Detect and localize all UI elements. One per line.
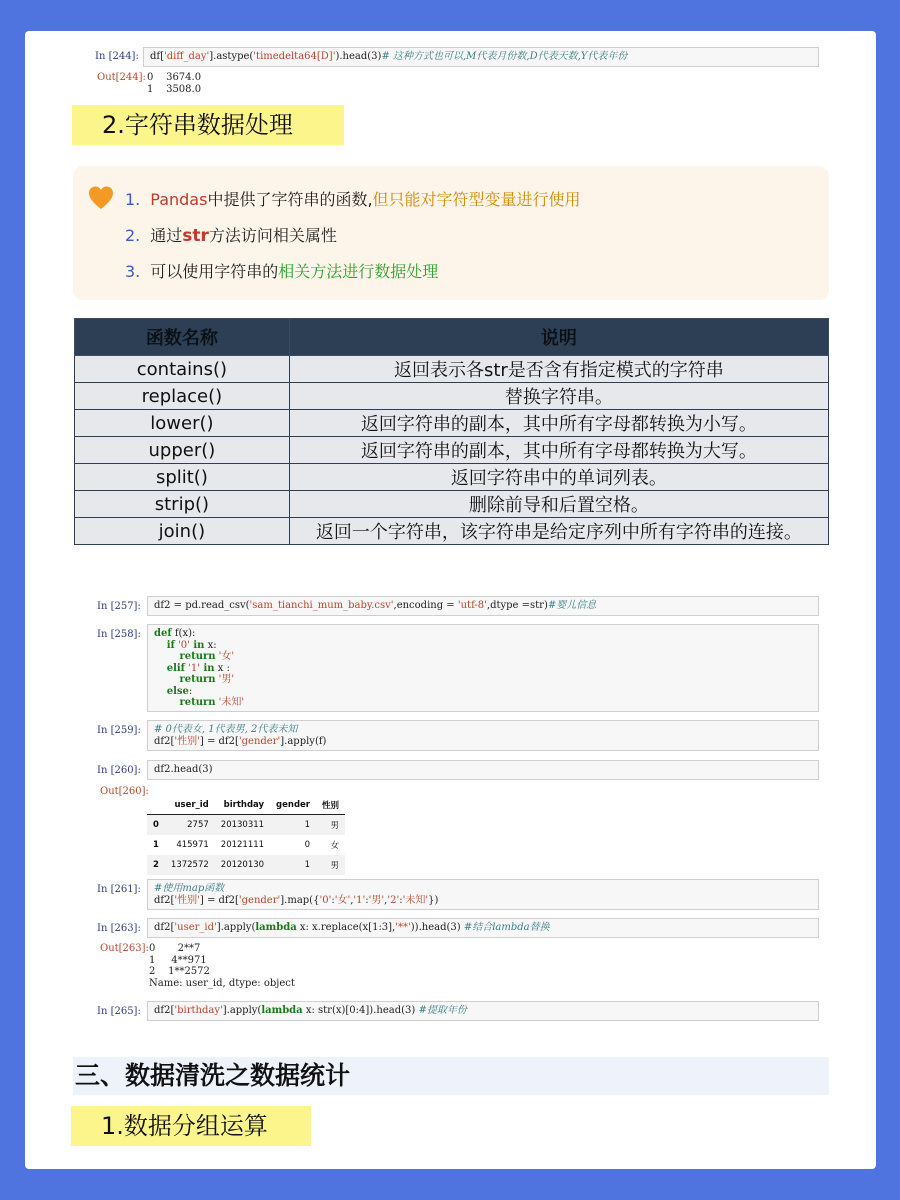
table-row (75, 437, 829, 464)
func-desc: 返回一个字符串，该字符串是给定序列中所有字符串的连接。 (289, 518, 828, 545)
cell-263-code[interactable]: df2['user_id'].apply(lambda x: x.replace(x[1:3],'**')).head(3) #结合lambda替换 (147, 918, 819, 938)
cell-244-in-prompt: In [244]: (95, 51, 139, 62)
string-function-table (74, 318, 829, 545)
df-cell: 2 (147, 855, 165, 875)
func-name: upper() (75, 437, 290, 464)
cell-261-in-prompt: In [261]: (97, 884, 141, 895)
cell-263-output: 0 2**7 1 4**971 2 1**2572 Name: user_id, dtype: object (149, 943, 295, 989)
cell-265-in-prompt: In [265]: (97, 1006, 141, 1017)
article-card (25, 31, 876, 1169)
table-row (147, 815, 345, 836)
df-col-user-id: user_id (165, 796, 215, 815)
cell-257-code[interactable]: df2 = pd.read_csv('sam_tianchi_mum_baby.csv',encoding = 'utf-8',dtype =str)#婴儿信息 (147, 596, 819, 616)
df-col-birthday: birthday (215, 796, 270, 815)
func-name: split() (75, 464, 290, 491)
df-col-gender: gender (270, 796, 316, 815)
section-heading-string-processing: 2.字符串数据处理 (72, 105, 344, 145)
tip-item-3: 3. 可以使用字符串的相关方法进行数据处理 (125, 262, 439, 281)
cell-257-in-prompt: In [257]: (97, 601, 141, 612)
cell-244-code[interactable]: df['diff_day'].astype('timedelta64[D]').head(3)# 这种方式也可以,M代表月份数,D代表天数,Y代表年份 (143, 47, 819, 67)
cell-260-in-prompt: In [260]: (97, 765, 141, 776)
df-cell: 415971 (176, 840, 209, 850)
table-row (75, 518, 829, 545)
df-cell: 20121111 (220, 840, 265, 850)
cell-263-out-prompt: Out[263]: (100, 943, 149, 954)
cell-259-in-prompt: In [259]: (97, 725, 141, 736)
tip-item-1: 1. Pandas中提供了字符串的函数,但只能对字符型变量进行使用 (125, 190, 581, 209)
df-cell: 2757 (165, 815, 215, 836)
func-desc: 返回字符串中的单词列表。 (289, 464, 828, 491)
df-cell: 20120130 (215, 855, 270, 875)
table-row (75, 491, 829, 518)
df-cell: 0 (147, 815, 165, 836)
orange-heart-icon (87, 184, 115, 212)
cell-260-code[interactable]: df2.head(3) (147, 760, 819, 780)
func-name: join() (75, 518, 290, 545)
table-crop-edge (74, 549, 829, 559)
cell-265-code[interactable]: df2['birthday'].apply(lambda x: str(x)[0:4]).head(3) #提取年份 (147, 1001, 819, 1021)
section-heading-group-operations: 1.数据分组运算 (71, 1106, 311, 1146)
table-row (147, 835, 345, 855)
func-desc: 返回表示各str是否含有指定模式的字符串 (289, 356, 828, 383)
func-name: strip() (75, 491, 290, 518)
df-col-sex: 性别 (316, 796, 345, 815)
table-row (75, 410, 829, 437)
func-desc: 替换字符串。 (289, 383, 828, 410)
cell-261-code[interactable]: #使用map函数 df2['性别'] = df2['gender'].map({'0':'女','1':'男','2':'未知'}) (147, 879, 819, 910)
df-cell: 1 (153, 840, 159, 850)
df-cell: 1 (270, 815, 316, 836)
cell-258-code[interactable]: def f(x): if '0' in x: return '女' elif '1' in x : return '男' else: return '未知' (147, 624, 819, 712)
func-name: contains() (75, 356, 290, 383)
table-row (147, 855, 345, 875)
func-desc: 返回字符串的副本，其中所有字母都转换为小写。 (289, 410, 828, 437)
table-row (75, 356, 829, 383)
table-header-description: 说明 (289, 319, 828, 356)
cell-244-output: 0 3674.0 1 3508.0 (147, 72, 202, 95)
func-name: lower() (75, 410, 290, 437)
df-cell: 1 (270, 855, 316, 875)
cell-258-in-prompt: In [258]: (97, 629, 141, 640)
func-name: replace() (75, 383, 290, 410)
df-index-header (147, 796, 165, 815)
dataframe-output (147, 796, 345, 875)
df-cell: 女 (330, 841, 340, 851)
df-cell: 1372572 (165, 855, 215, 875)
df-cell: 20130311 (215, 815, 270, 836)
table-header-function-name: 函数名称 (75, 319, 290, 356)
table-row (75, 464, 829, 491)
df-cell: 0 (304, 840, 310, 850)
table-row (75, 383, 829, 410)
func-desc: 返回字符串的副本，其中所有字母都转换为大写。 (289, 437, 828, 464)
tip-item-2: 2. 通过str方法访问相关属性 (125, 226, 337, 246)
cell-244-out-prompt: Out[244]: (97, 72, 146, 83)
section-heading-data-statistics: 三、数据清洗之数据统计 (73, 1057, 829, 1095)
tip-box (73, 166, 829, 300)
cell-259-code[interactable]: # 0代表女, 1代表男, 2代表未知 df2['性别'] = df2['gender'].apply(f) (147, 720, 819, 751)
df-cell: 男 (316, 855, 345, 875)
cell-263-in-prompt: In [263]: (97, 923, 141, 934)
func-desc: 删除前导和后置空格。 (289, 491, 828, 518)
df-cell: 男 (316, 815, 345, 836)
cell-260-out-prompt: Out[260]: (100, 786, 149, 797)
